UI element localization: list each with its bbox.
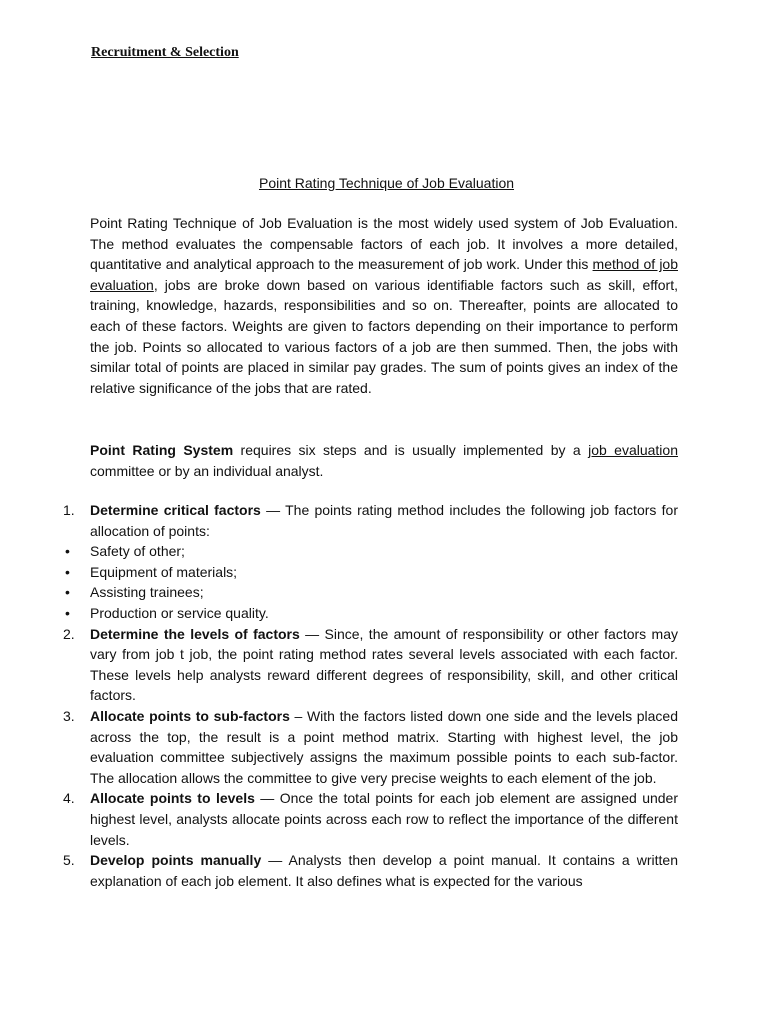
list-marker: 1. xyxy=(63,502,75,518)
step-heading: Determine critical factors xyxy=(90,502,261,518)
list-item xyxy=(63,850,678,891)
bullet-marker: • xyxy=(65,604,70,621)
method-of-job-evaluation-link[interactable]: method of job evaluation xyxy=(90,256,678,293)
step-heading: Develop points manually xyxy=(90,852,262,869)
steps-list xyxy=(63,500,678,891)
list-item xyxy=(63,500,678,541)
list-item-text: Equipment of materials; xyxy=(90,563,238,580)
list-item xyxy=(63,541,678,562)
step-description: — Once the total points for each job element are assigned under highest level, analysts allocate points across each row to reflect the importance of the different levels. xyxy=(90,790,678,848)
step-heading: Allocate points to levels xyxy=(90,790,255,807)
list-item-text xyxy=(90,850,678,891)
step-description: — Since, the amount of responsibility or other factors may vary from job t job, the point rating method rates several levels associated with each factor. These levels help analysts reward different degrees of responsibility, skill, and other critical factors. xyxy=(90,625,678,704)
list-item xyxy=(63,562,678,583)
list-item xyxy=(63,603,678,624)
list-item-text xyxy=(90,706,678,788)
step-description: — The points rating method includes the following job factors for allocation of points: xyxy=(90,502,678,539)
list-item-text: Assisting trainees; xyxy=(90,584,204,601)
list-marker: 4. xyxy=(63,790,75,807)
step-heading: Determine the levels of factors xyxy=(90,625,300,642)
intro-text-after-link: , jobs are broke down based on various identifiable factors such as skill, effort, training, knowledge, hazards, responsibilities and so on. Thereafter, points are allocated to each of these factors. Weights are given to factors depending on their importance to perform the job. Points so allocated to various factors of a job are then summed. Then, the jobs with similar total of points are placed in similar pay grades. The sum of points gives an index of the relative significance of the jobs that are rated. xyxy=(90,276,678,396)
list-item-text: Production or service quality. xyxy=(90,604,269,621)
document-title: Point Rating Technique of Job Evaluation xyxy=(258,175,515,191)
intro-paragraph xyxy=(90,213,678,398)
point-rating-system-text: requires six steps and is usually implemented by a xyxy=(233,442,589,458)
job-evaluation-link[interactable]: job evaluation xyxy=(588,442,678,458)
step-heading: Allocate points to sub-factors xyxy=(90,707,290,724)
list-marker: 5. xyxy=(63,852,75,869)
intro-text-before-link: Point Rating Technique of Job Evaluation is the most widely used system of Job Evaluation. The method evaluates the compensable factors of each job. It involves a more detailed, quantitative and analytical approach to the measurement of job work. Under this xyxy=(90,215,678,273)
list-item-text xyxy=(90,500,678,541)
list-marker: 3. xyxy=(63,707,75,724)
list-item xyxy=(63,706,678,788)
list-item-text: Safety of other; xyxy=(90,543,185,560)
list-item xyxy=(63,624,678,706)
list-item xyxy=(63,788,678,850)
list-item-text xyxy=(90,788,678,850)
point-rating-system-text-end: committee or by an individual analyst. xyxy=(90,462,324,479)
document-header: Recruitment & Selection xyxy=(91,45,239,60)
step-description: – With the factors listed down one side and the levels placed across the top, the result is a point method matrix. Starting with highest level, the job evaluation committee subjectively assigns the maximum possible points to each sub-factor. The allocation allows the committee to give very precise weights to each element of the job. xyxy=(90,707,678,786)
list-item xyxy=(63,582,678,603)
list-marker: 2. xyxy=(63,625,75,642)
list-item-text xyxy=(90,624,678,706)
point-rating-system-term: Point Rating System xyxy=(90,442,234,458)
bullet-marker: • xyxy=(65,563,70,580)
bullet-marker: • xyxy=(65,584,70,601)
point-rating-system-paragraph xyxy=(90,440,678,481)
step-description: — Analysts then develop a point manual. It contains a written explanation of each job element. It also defines what is expected for the various xyxy=(90,852,678,889)
bullet-marker: • xyxy=(65,543,70,560)
